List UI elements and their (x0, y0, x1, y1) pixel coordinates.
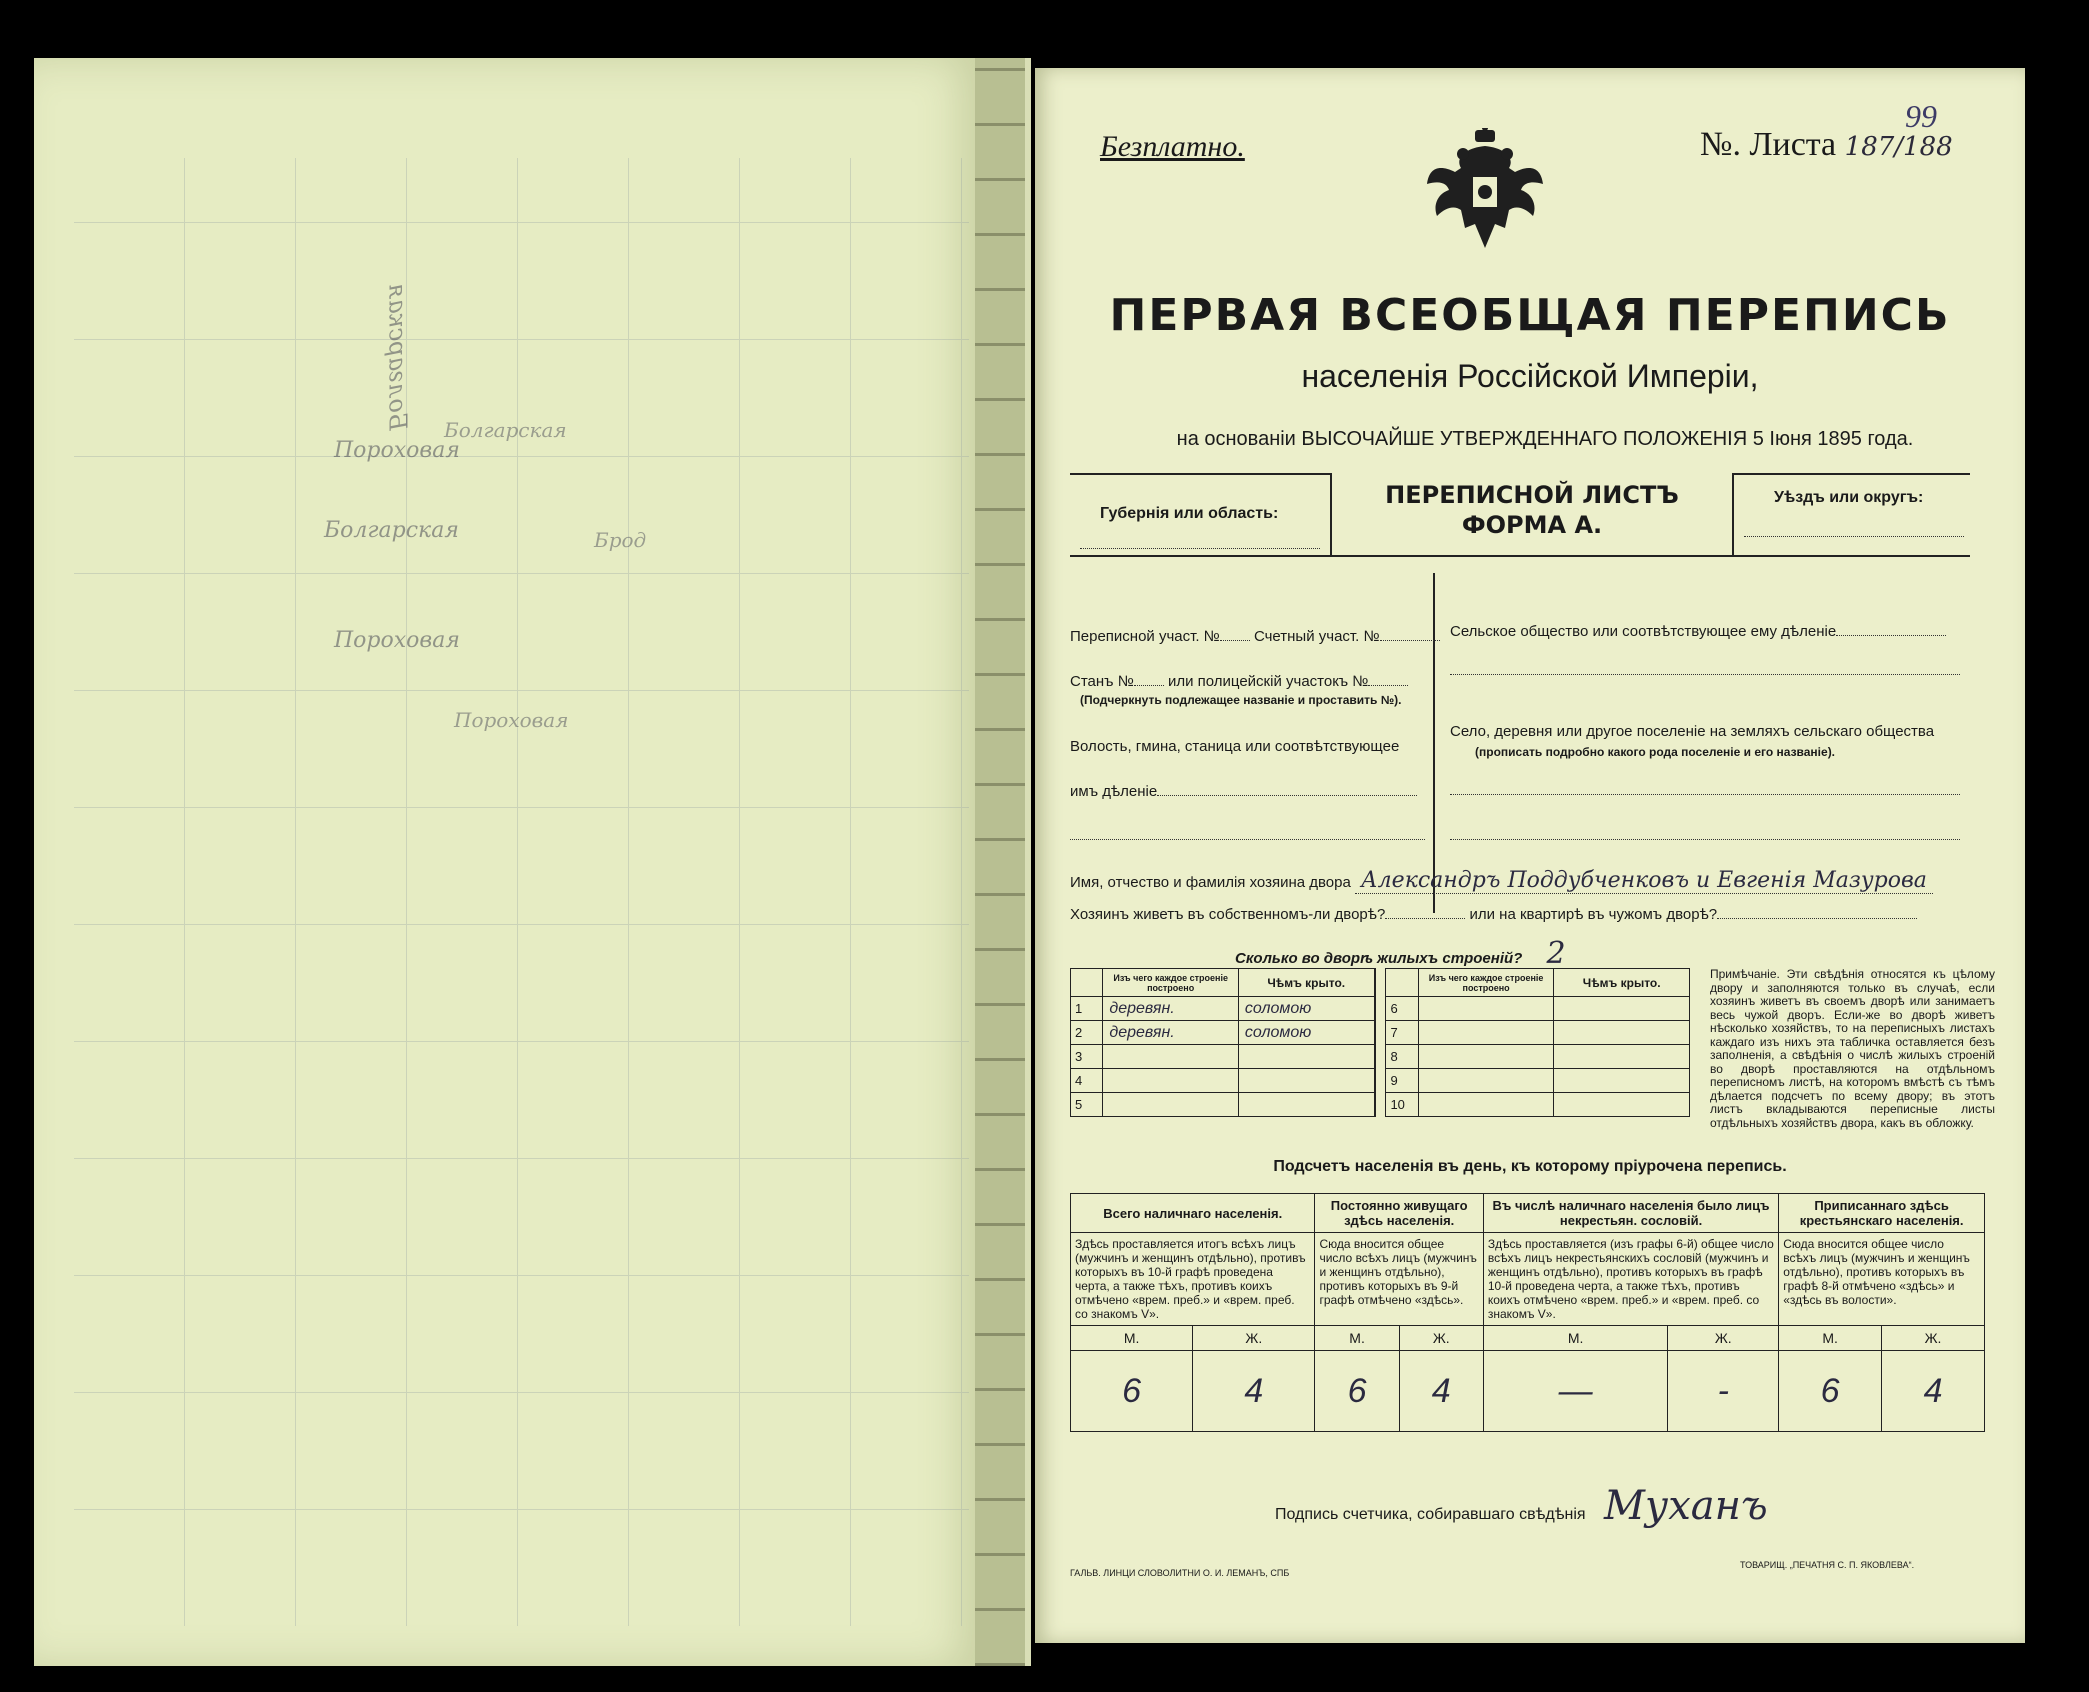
pop-value-6: - (1668, 1351, 1779, 1432)
bt-n-left: 3 (1071, 1045, 1103, 1069)
pop-m-1: М. (1071, 1326, 1193, 1351)
rent-label: или на квартирѣ въ чужомъ дворѣ? (1469, 906, 1718, 923)
province-label: Губернія или область: (1100, 505, 1279, 522)
own-yard-label: Хозяинъ живетъ въ собственномъ-ли дворѣ? (1070, 906, 1386, 923)
volost-label-2: имъ дѣленіе (1070, 783, 1158, 800)
pop-m-2: М. (1315, 1326, 1399, 1351)
free-label: Безплатно. (1100, 130, 1245, 163)
sheet-number-value: 187/188 (1844, 132, 1953, 162)
bt-material-right (1418, 1093, 1554, 1117)
form-subtitle: населенія Россійской Имперіи, (1301, 358, 1759, 394)
sheet-number-label: №. Листа (1700, 126, 1837, 163)
printer-right: ТОВАРИЩ. „ПЕЧАТНЯ С. П. ЯКОВЛЕВА“. (1740, 1560, 1915, 1570)
bt-material-right (1418, 1069, 1554, 1093)
buildings-field (1235, 936, 1566, 971)
signature-field (1275, 1483, 1768, 1529)
pop-value-3: 6 (1315, 1351, 1399, 1432)
material-header-right: Изъ чего каждое строеніе построено (1418, 969, 1554, 997)
owner-value: Александръ Поддубченковъ и Евгенія Мазурова (1355, 868, 1933, 894)
bt-roof-right (1554, 1021, 1690, 1045)
bt-n-right: 10 (1386, 1093, 1418, 1117)
pop-col-1-title: Всего наличнаго населенія. (1071, 1194, 1315, 1233)
form-a-title: ФОРМА А. (1461, 511, 1603, 539)
buildings-note: Примѣчаніе. Эти свѣдѣнія относятся къ цѣлому двору и заполняются только въ случаѣ, если хозяинъ живетъ въ своемъ дворѣ или занимаетъ весь чужой дворъ. Если-же во дворѣ живетъ нѣсколько хозяйствъ, то на переписныхъ листахъ каждаго изъ нихъ эта табличка оставляется безъ заполненія, а свѣдѣнія о числѣ жилыхъ строеній во дворѣ проставляются на отдѣльномъ переписномъ листѣ, на которомъ вмѣстѣ съ тѣмъ дѣлается подсчетъ по всему двору; въ этотъ листъ вкладываются переписные листы отдѣльныхъ хозяйствъ двора, какъ въ обложку. (1710, 967, 1995, 1130)
pop-value-1: 6 (1071, 1351, 1193, 1432)
census-form-page (1035, 68, 2025, 1643)
pop-f-4: Ж. (1882, 1326, 1985, 1351)
district-label: Уѣздъ или округъ: (1774, 489, 1924, 506)
pop-value-7: 6 (1779, 1351, 1882, 1432)
stan-field (1070, 673, 1408, 690)
buildings-value: 2 (1546, 936, 1566, 971)
bt-gap (1375, 1021, 1386, 1045)
rural-society-label: Сельское общество или соотвѣтствующее ему дѣленіе (1450, 623, 1837, 640)
printer-left: ГАЛЬВ. ЛИНЦИ СЛОВОЛИТНИ О. И. ЛЕМАНЪ, СПБ (1070, 1568, 1290, 1578)
population-heading: Подсчетъ населенія въ день, къ которому пріурочена перепись. (1273, 1158, 1787, 1175)
header-box (1070, 473, 1970, 557)
stan-label: Станъ № (1070, 673, 1134, 690)
left-page (34, 58, 979, 1666)
owner-field (1070, 868, 1933, 893)
census-section-label: Переписной участ. № (1070, 628, 1220, 645)
signature-value: Муханъ (1604, 1483, 1768, 1529)
village-label: Село, деревня или другое поселеніе на земляхъ сельскаго общества (1450, 723, 1935, 740)
left-handwriting-3: Болгарская (324, 518, 459, 543)
buildings-row (1071, 1021, 1690, 1045)
bt-material-left (1103, 1093, 1239, 1117)
bt-gap (1375, 1069, 1386, 1093)
buildings-row (1071, 1069, 1690, 1093)
pop-value-4: 4 (1399, 1351, 1483, 1432)
bt-roof-right (1554, 997, 1690, 1021)
buildings-label: Сколько во дворѣ жилыхъ строеній? (1235, 950, 1523, 967)
owner-label: Имя, отчество и фамилія хозяина двора (1070, 874, 1351, 891)
pop-value-2: 4 (1193, 1351, 1315, 1432)
bt-material-left: деревян. (1103, 1021, 1239, 1045)
volost-field (1070, 783, 1417, 800)
roof-header-left: Чѣмъ крыто. (1238, 969, 1374, 997)
pop-col-2-title: Постоянно живущаго здѣсь населенія. (1315, 1194, 1483, 1233)
bt-material-left (1103, 1069, 1239, 1093)
province-cell (1070, 473, 1330, 555)
buildings-row (1071, 1093, 1690, 1117)
sheet-title: ПЕРЕПИСНОЙ ЛИСТЪ (1385, 481, 1679, 509)
material-header-left: Изъ чего каждое строеніе построено (1103, 969, 1239, 997)
buildings-row (1071, 997, 1690, 1021)
bt-material-right (1418, 1045, 1554, 1069)
bt-n-left: 5 (1071, 1093, 1103, 1117)
pop-value-5: — (1483, 1351, 1668, 1432)
bt-n-right: 9 (1386, 1069, 1418, 1093)
double-headed-eagle-icon (1425, 128, 1545, 258)
bt-n-right: 8 (1386, 1045, 1418, 1069)
left-handwriting-4: Пороховая (334, 628, 460, 653)
counting-section-label: Счетный участ. № (1253, 628, 1380, 645)
pop-col-3-title: Въ числѣ наличнаго населенія было лицъ некрестьян. сословій. (1483, 1194, 1778, 1233)
pop-value-8: 4 (1882, 1351, 1985, 1432)
bt-n-left: 1 (1071, 997, 1103, 1021)
pop-m-4: М. (1779, 1326, 1882, 1351)
pop-f-3: Ж. (1668, 1326, 1779, 1351)
left-handwriting-6: Брод (594, 528, 647, 552)
left-handwriting-2: Пороховая (334, 438, 460, 463)
sheet-title-cell (1332, 473, 1732, 553)
bt-roof-left (1238, 1093, 1374, 1117)
bt-n-right: 7 (1386, 1021, 1418, 1045)
bt-gap (1375, 1093, 1386, 1117)
buildings-table (1070, 968, 1690, 1117)
bt-roof-right (1554, 1069, 1690, 1093)
pop-f-2: Ж. (1399, 1326, 1483, 1351)
bt-material-left (1103, 1045, 1239, 1069)
pop-col-1-desc: Здѣсь проставляется итогъ всѣхъ лицъ (мужчинъ и женщинъ отдѣльно), противъ которыхъ въ 10-й графѣ проведена черта, а также тѣхъ, противъ коихъ отмѣчено «врем. преб.» и «врем. преб. со знакомъ V». (1071, 1233, 1315, 1326)
left-handwriting-7: Пороховая (454, 708, 569, 732)
underline-note: (Подчеркнуть подлежащее названіе и проставить №). (1080, 693, 1402, 707)
pop-f-1: Ж. (1193, 1326, 1315, 1351)
roof-header-right: Чѣмъ крыто. (1554, 969, 1690, 997)
rural-society-field (1450, 623, 1946, 640)
yard-field (1070, 906, 1917, 923)
bt-roof-left (1238, 1045, 1374, 1069)
bt-roof-left (1238, 1069, 1374, 1093)
bt-gap (1375, 997, 1386, 1021)
bt-n-left: 4 (1071, 1069, 1103, 1093)
left-page-grid (74, 158, 969, 1626)
bt-roof-left: соломою (1238, 997, 1374, 1021)
census-section-field (1070, 628, 1440, 645)
buildings-row (1071, 1045, 1690, 1069)
book-spine (975, 58, 1025, 1666)
bt-material-right (1418, 1021, 1554, 1045)
pop-col-2-desc: Сюда вносится общее число всѣхъ лицъ (мужчинъ и женщинъ отдѣльно), противъ которыхъ въ 9-й графѣ отмѣчено «здѣсь». (1315, 1233, 1483, 1326)
pop-col-3-desc: Здѣсь проставляется (изъ графы 6-й) общее число всѣхъ лицъ некрестьянскихъ сословій (мужчинъ и женщинъ отдѣльно), противъ которыхъ въ графѣ 10-й проведена черта, а также тѣхъ, противъ коихъ отмѣчено «врем. преб.» и «врем. преб. со знакомъ V». (1483, 1233, 1778, 1326)
bt-material-left: деревян. (1103, 997, 1239, 1021)
bt-roof-right (1554, 1093, 1690, 1117)
corner-page-number: 99 (1905, 98, 1937, 134)
bt-roof-right (1554, 1045, 1690, 1069)
bt-n-left: 2 (1071, 1021, 1103, 1045)
left-handwriting-1: Болгарская (383, 283, 412, 431)
bt-material-right (1418, 997, 1554, 1021)
population-table (1070, 1193, 1985, 1432)
bt-roof-left: соломою (1238, 1021, 1374, 1045)
form-title: ПЕРВАЯ ВСЕОБЩАЯ ПЕРЕПИСЬ (1109, 290, 1951, 341)
left-handwriting-5: Болгарская (444, 418, 567, 442)
pop-col-4-title: Приписаннаго здѣсь крестьянскаго населенія. (1779, 1194, 1985, 1233)
village-note: (прописать подробно какого рода поселеніе и его названіе). (1475, 745, 1836, 759)
bt-gap (1375, 1045, 1386, 1069)
district-cell (1734, 473, 1970, 555)
pop-col-4-desc: Сюда вносится общее число всѣхъ лицъ (мужчинъ и женщинъ отдѣльно), противъ которыхъ въ графѣ 8-й отмѣчено «здѣсь» и «здѣсь въ волости». (1779, 1233, 1985, 1326)
signature-label: Подпись счетчика, собиравшаго свѣдѣнія (1275, 1506, 1586, 1523)
pop-m-3: М. (1483, 1326, 1668, 1351)
police-label: или полицейскій участокъ № (1167, 673, 1369, 690)
bt-n-right: 6 (1386, 997, 1418, 1021)
form-basis: на основаніи ВЫСОЧАЙШЕ УТВЕРЖДЕННАГО ПОЛОЖЕНІЯ 5 Іюня 1895 года. (1176, 428, 1914, 450)
volost-label: Волость, гмина, станица или соотвѣтствующее (1070, 738, 1400, 755)
